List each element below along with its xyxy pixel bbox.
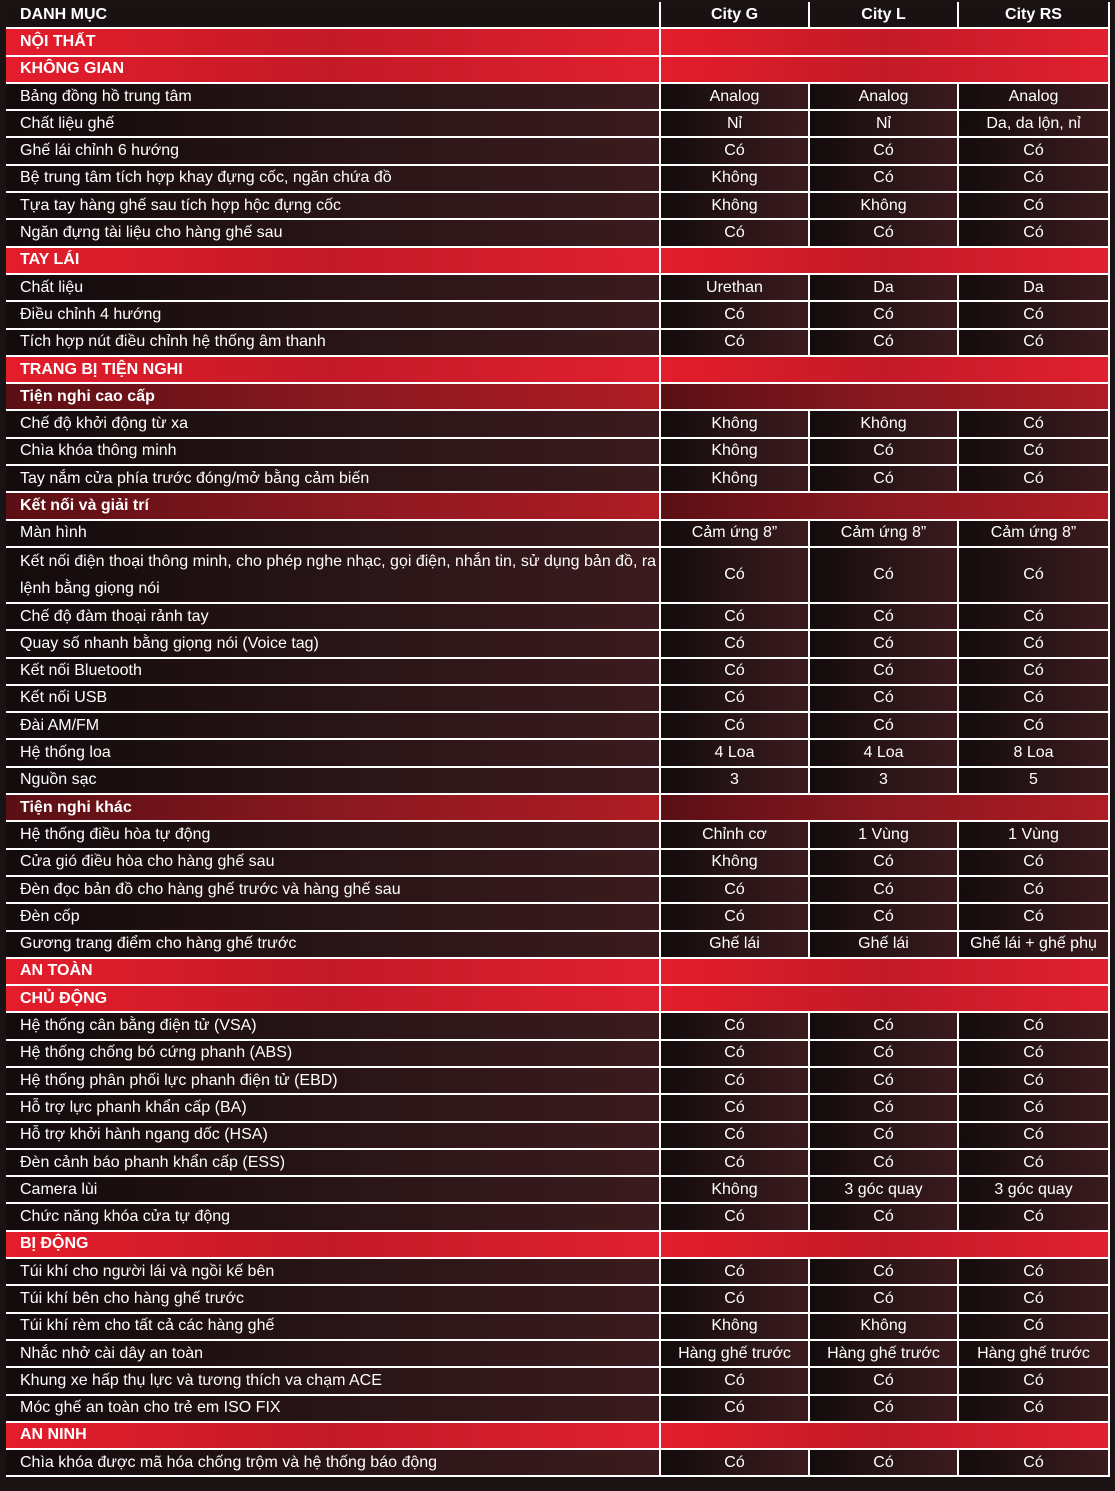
spec-row — [6, 659, 1110, 686]
spec-label: Gương trang điểm cho hàng ghế trước — [6, 932, 661, 959]
group-fill — [661, 795, 1110, 822]
spec-row — [6, 1450, 1110, 1477]
spec-value: Có — [810, 686, 959, 713]
spec-value: Có — [810, 877, 959, 904]
spec-value: Hàng ghế trước — [959, 1341, 1110, 1368]
spec-value: Có — [810, 850, 959, 877]
spec-value: Có — [959, 904, 1110, 931]
spec-value: Có — [661, 1286, 810, 1313]
spec-value: 4 Loa — [661, 740, 810, 767]
spec-label: Chức năng khóa cửa tự động — [6, 1204, 661, 1231]
spec-row — [6, 740, 1110, 767]
spec-label: Kết nối USB — [6, 686, 661, 713]
subsection-row — [6, 57, 1110, 84]
spec-label: Kết nối Bluetooth — [6, 659, 661, 686]
spec-label: Nhắc nhở cài dây an toàn — [6, 1341, 661, 1368]
spec-value: Có — [959, 713, 1110, 740]
spec-label: Hỗ trợ khởi hành ngang dốc (HSA) — [6, 1123, 661, 1150]
spec-value: Có — [810, 1204, 959, 1231]
spec-label: Camera lùi — [6, 1177, 661, 1204]
spec-row — [6, 1068, 1110, 1095]
spec-value: Ghế lái + ghế phụ — [959, 932, 1110, 959]
spec-row — [6, 932, 1110, 959]
spec-value: Có — [810, 1013, 959, 1040]
spec-value: Có — [959, 604, 1110, 631]
spec-value: Có — [959, 1095, 1110, 1122]
spec-row — [6, 548, 1110, 604]
spec-value: Có — [810, 604, 959, 631]
spec-value: Có — [959, 877, 1110, 904]
spec-row — [6, 1013, 1110, 1040]
spec-value: Có — [661, 604, 810, 631]
subsection-row — [6, 1232, 1110, 1259]
spec-value: Không — [661, 439, 810, 466]
spec-value: Có — [661, 1450, 810, 1477]
spec-value: Cảm ứng 8” — [959, 521, 1110, 548]
section-label: TRANG BỊ TIỆN NGHI — [6, 357, 661, 384]
spec-value: Có — [959, 302, 1110, 329]
spec-value: Có — [959, 220, 1110, 247]
spec-label: Hệ thống loa — [6, 740, 661, 767]
group-label: Tiện nghi cao cấp — [6, 384, 661, 411]
spec-label: Chế độ đàm thoại rảnh tay — [6, 604, 661, 631]
spec-label: Hỗ trợ lực phanh khẩn cấp (BA) — [6, 1095, 661, 1122]
spec-value: 3 góc quay — [959, 1177, 1110, 1204]
spec-value: Không — [810, 1314, 959, 1341]
header-model-city-l: City L — [810, 2, 959, 29]
spec-label: Túi khí rèm cho tất cả các hàng ghế — [6, 1314, 661, 1341]
subsection-fill — [661, 1232, 1110, 1259]
spec-value: Có — [959, 166, 1110, 193]
spec-value: Có — [810, 1396, 959, 1423]
spec-row — [6, 1041, 1110, 1068]
spec-value: 5 — [959, 768, 1110, 795]
spec-value: Có — [959, 1314, 1110, 1341]
spec-value: Có — [661, 1396, 810, 1423]
subsection-label: TAY LÁI — [6, 248, 661, 275]
spec-value: 4 Loa — [810, 740, 959, 767]
spec-value: Có — [661, 1068, 810, 1095]
spec-value: Có — [810, 1041, 959, 1068]
spec-value: Có — [810, 220, 959, 247]
spec-label: Kết nối điện thoại thông minh, cho phép nghe nhạc, gọi điện, nhắn tin, sử dụng bản đồ, ra lệnh bằng giọng nói — [6, 548, 661, 604]
spec-value: Có — [810, 1259, 959, 1286]
spec-value: Có — [810, 330, 959, 357]
section-row — [6, 959, 1110, 986]
spec-value: Analog — [661, 84, 810, 111]
spec-value: Da, da lộn, nỉ — [959, 111, 1110, 138]
group-row — [6, 384, 1110, 411]
spec-value: Hàng ghế trước — [810, 1341, 959, 1368]
spec-label: Chất liệu ghế — [6, 111, 661, 138]
spec-value: Có — [810, 302, 959, 329]
spec-row — [6, 877, 1110, 904]
spec-value: Có — [959, 1396, 1110, 1423]
spec-row — [6, 822, 1110, 849]
spec-value: Có — [661, 302, 810, 329]
section-fill — [661, 357, 1110, 384]
spec-row — [6, 1177, 1110, 1204]
spec-value: Có — [661, 1095, 810, 1122]
spec-row — [6, 439, 1110, 466]
spec-value: Có — [959, 193, 1110, 220]
spec-value: Có — [810, 1123, 959, 1150]
spec-value: Có — [810, 138, 959, 165]
spec-value: Không — [661, 1177, 810, 1204]
spec-row — [6, 768, 1110, 795]
spec-value: Có — [661, 1123, 810, 1150]
spec-value: Hàng ghế trước — [661, 1341, 810, 1368]
spec-row — [6, 220, 1110, 247]
subsection-label: AN NINH — [6, 1423, 661, 1450]
spec-value: 3 — [661, 768, 810, 795]
group-fill — [661, 493, 1110, 520]
spec-label: Nguồn sạc — [6, 768, 661, 795]
subsection-row — [6, 1423, 1110, 1450]
spec-label: Tựa tay hàng ghế sau tích hợp hộc đựng cốc — [6, 193, 661, 220]
spec-row — [6, 1341, 1110, 1368]
spec-value: 1 Vùng — [959, 822, 1110, 849]
spec-value: Da — [810, 275, 959, 302]
spec-value: Có — [810, 904, 959, 931]
subsection-fill — [661, 1423, 1110, 1450]
spec-row — [6, 1204, 1110, 1231]
spec-label: Quay số nhanh bằng giọng nói (Voice tag) — [6, 631, 661, 658]
spec-label: Đèn cảnh báo phanh khẩn cấp (ESS) — [6, 1150, 661, 1177]
spec-row — [6, 302, 1110, 329]
group-row — [6, 795, 1110, 822]
spec-label: Đèn cốp — [6, 904, 661, 931]
spec-row — [6, 411, 1110, 438]
spec-value: Có — [810, 439, 959, 466]
spec-value: Có — [959, 850, 1110, 877]
spec-value: Có — [661, 713, 810, 740]
spec-label: Đài AM/FM — [6, 713, 661, 740]
spec-value: Có — [661, 548, 810, 604]
spec-value: Có — [661, 1013, 810, 1040]
spec-value: Analog — [959, 84, 1110, 111]
spec-value: Da — [959, 275, 1110, 302]
spec-row — [6, 604, 1110, 631]
spec-value: Có — [959, 439, 1110, 466]
spec-value: Có — [661, 904, 810, 931]
subsection-label: BỊ ĐỘNG — [6, 1232, 661, 1259]
spec-value: Có — [810, 1150, 959, 1177]
spec-row — [6, 111, 1110, 138]
group-row — [6, 493, 1110, 520]
spec-value: Nỉ — [810, 111, 959, 138]
spec-value: Có — [661, 138, 810, 165]
spec-row — [6, 1150, 1110, 1177]
spec-value: Ghế lái — [661, 932, 810, 959]
spec-value: 8 Loa — [959, 740, 1110, 767]
spec-value: Urethan — [661, 275, 810, 302]
spec-value: Có — [810, 1068, 959, 1095]
spec-value: Có — [661, 659, 810, 686]
spec-value: Có — [959, 1013, 1110, 1040]
spec-label: Chế độ khởi động từ xa — [6, 411, 661, 438]
spec-label: Tích hợp nút điều chỉnh hệ thống âm thanh — [6, 330, 661, 357]
spec-value: 3 góc quay — [810, 1177, 959, 1204]
spec-row — [6, 330, 1110, 357]
spec-value: Có — [959, 1368, 1110, 1395]
spec-value: Có — [661, 1368, 810, 1395]
spec-value: Không — [661, 466, 810, 493]
spec-value: 3 — [810, 768, 959, 795]
spec-value: Có — [959, 1150, 1110, 1177]
spec-value: Có — [810, 1450, 959, 1477]
spec-value: Có — [661, 877, 810, 904]
spec-label: Chất liệu — [6, 275, 661, 302]
section-fill — [661, 29, 1110, 56]
spec-row — [6, 1259, 1110, 1286]
spec-label: Hệ thống phân phối lực phanh điện tử (EBD) — [6, 1068, 661, 1095]
spec-row — [6, 1123, 1110, 1150]
spec-value: Có — [959, 1259, 1110, 1286]
spec-value: Không — [661, 850, 810, 877]
section-label: AN TOÀN — [6, 959, 661, 986]
spec-label: Túi khí cho người lái và ngồi kế bên — [6, 1259, 661, 1286]
spec-row — [6, 521, 1110, 548]
header-model-city-g: City G — [661, 2, 810, 29]
spec-value: Cảm ứng 8” — [661, 521, 810, 548]
spec-row — [6, 138, 1110, 165]
spec-label: Đèn đọc bản đồ cho hàng ghế trước và hàng ghế sau — [6, 877, 661, 904]
header-model-city-rs: City RS — [959, 2, 1110, 29]
spec-label: Điều chỉnh 4 hướng — [6, 302, 661, 329]
spec-value: Có — [959, 330, 1110, 357]
group-label: Kết nối và giải trí — [6, 493, 661, 520]
spec-row — [6, 631, 1110, 658]
spec-value: Có — [959, 659, 1110, 686]
spec-label: Chìa khóa được mã hóa chống trộm và hệ thống báo động — [6, 1450, 661, 1477]
spec-row — [6, 1095, 1110, 1122]
spec-row — [6, 193, 1110, 220]
spec-label: Chìa khóa thông minh — [6, 439, 661, 466]
spec-value: Có — [959, 686, 1110, 713]
spec-value: Cảm ứng 8” — [810, 521, 959, 548]
subsection-row — [6, 986, 1110, 1013]
subsection-label: KHÔNG GIAN — [6, 57, 661, 84]
spec-value: Có — [810, 1095, 959, 1122]
spec-value: 1 Vùng — [810, 822, 959, 849]
section-row — [6, 29, 1110, 56]
spec-value: Chỉnh cơ — [661, 822, 810, 849]
spec-row — [6, 1314, 1110, 1341]
spec-row — [6, 904, 1110, 931]
spec-label: Ghế lái chỉnh 6 hướng — [6, 138, 661, 165]
spec-label: Tay nắm cửa phía trước đóng/mở bằng cảm biến — [6, 466, 661, 493]
spec-value: Có — [959, 1041, 1110, 1068]
spec-value: Có — [661, 1204, 810, 1231]
spec-value: Có — [661, 1150, 810, 1177]
subsection-label: CHỦ ĐỘNG — [6, 986, 661, 1013]
spec-row — [6, 850, 1110, 877]
spec-value: Có — [661, 1259, 810, 1286]
spec-value: Có — [959, 1068, 1110, 1095]
spec-value: Có — [810, 1286, 959, 1313]
section-label: NỘI THẤT — [6, 29, 661, 56]
spec-value: Không — [661, 166, 810, 193]
spec-value: Có — [959, 1450, 1110, 1477]
spec-row — [6, 275, 1110, 302]
spec-value: Có — [810, 631, 959, 658]
spec-label: Hệ thống điều hòa tự động — [6, 822, 661, 849]
spec-value: Có — [810, 713, 959, 740]
spec-value: Có — [959, 631, 1110, 658]
spec-row — [6, 713, 1110, 740]
spec-table — [6, 2, 1110, 1477]
spec-label: Ngăn đựng tài liệu cho hàng ghế sau — [6, 220, 661, 247]
spec-value: Có — [959, 1123, 1110, 1150]
spec-label: Bảng đồng hồ trung tâm — [6, 84, 661, 111]
spec-value: Có — [810, 1368, 959, 1395]
spec-value: Không — [810, 411, 959, 438]
spec-label: Hệ thống chống bó cứng phanh (ABS) — [6, 1041, 661, 1068]
section-row — [6, 357, 1110, 384]
spec-row — [6, 466, 1110, 493]
spec-value: Ghế lái — [810, 932, 959, 959]
spec-value: Không — [661, 411, 810, 438]
header-category: DANH MỤC — [6, 2, 661, 29]
spec-value: Analog — [810, 84, 959, 111]
spec-label: Màn hình — [6, 521, 661, 548]
spec-value: Có — [661, 686, 810, 713]
spec-value: Có — [959, 1204, 1110, 1231]
spec-value: Nỉ — [661, 111, 810, 138]
spec-label: Cửa gió điều hòa cho hàng ghế sau — [6, 850, 661, 877]
spec-value: Có — [959, 411, 1110, 438]
spec-label: Khung xe hấp thụ lực và tương thích va chạm ACE — [6, 1368, 661, 1395]
spec-value: Có — [810, 548, 959, 604]
section-fill — [661, 959, 1110, 986]
spec-value: Có — [810, 466, 959, 493]
spec-value: Có — [959, 466, 1110, 493]
spec-value: Có — [959, 548, 1110, 604]
spec-row — [6, 166, 1110, 193]
spec-value: Không — [661, 193, 810, 220]
spec-row — [6, 1368, 1110, 1395]
group-label: Tiện nghi khác — [6, 795, 661, 822]
spec-label: Bệ trung tâm tích hợp khay đựng cốc, ngăn chứa đồ — [6, 166, 661, 193]
spec-value: Có — [661, 330, 810, 357]
group-fill — [661, 384, 1110, 411]
spec-value: Không — [661, 1314, 810, 1341]
spec-value: Có — [810, 659, 959, 686]
spec-row — [6, 686, 1110, 713]
spec-value: Có — [661, 631, 810, 658]
header-row — [6, 2, 1110, 29]
spec-value: Có — [661, 220, 810, 247]
spec-value: Có — [661, 1041, 810, 1068]
subsection-fill — [661, 248, 1110, 275]
spec-value: Có — [959, 138, 1110, 165]
subsection-fill — [661, 986, 1110, 1013]
spec-value: Có — [810, 166, 959, 193]
subsection-fill — [661, 57, 1110, 84]
spec-row — [6, 1286, 1110, 1313]
spec-row — [6, 84, 1110, 111]
spec-label: Túi khí bên cho hàng ghế trước — [6, 1286, 661, 1313]
subsection-row — [6, 248, 1110, 275]
spec-label: Hệ thống cân bằng điện tử (VSA) — [6, 1013, 661, 1040]
spec-value: Không — [810, 193, 959, 220]
spec-label: Móc ghế an toàn cho trẻ em ISO FIX — [6, 1396, 661, 1423]
spec-value: Có — [959, 1286, 1110, 1313]
spec-row — [6, 1396, 1110, 1423]
